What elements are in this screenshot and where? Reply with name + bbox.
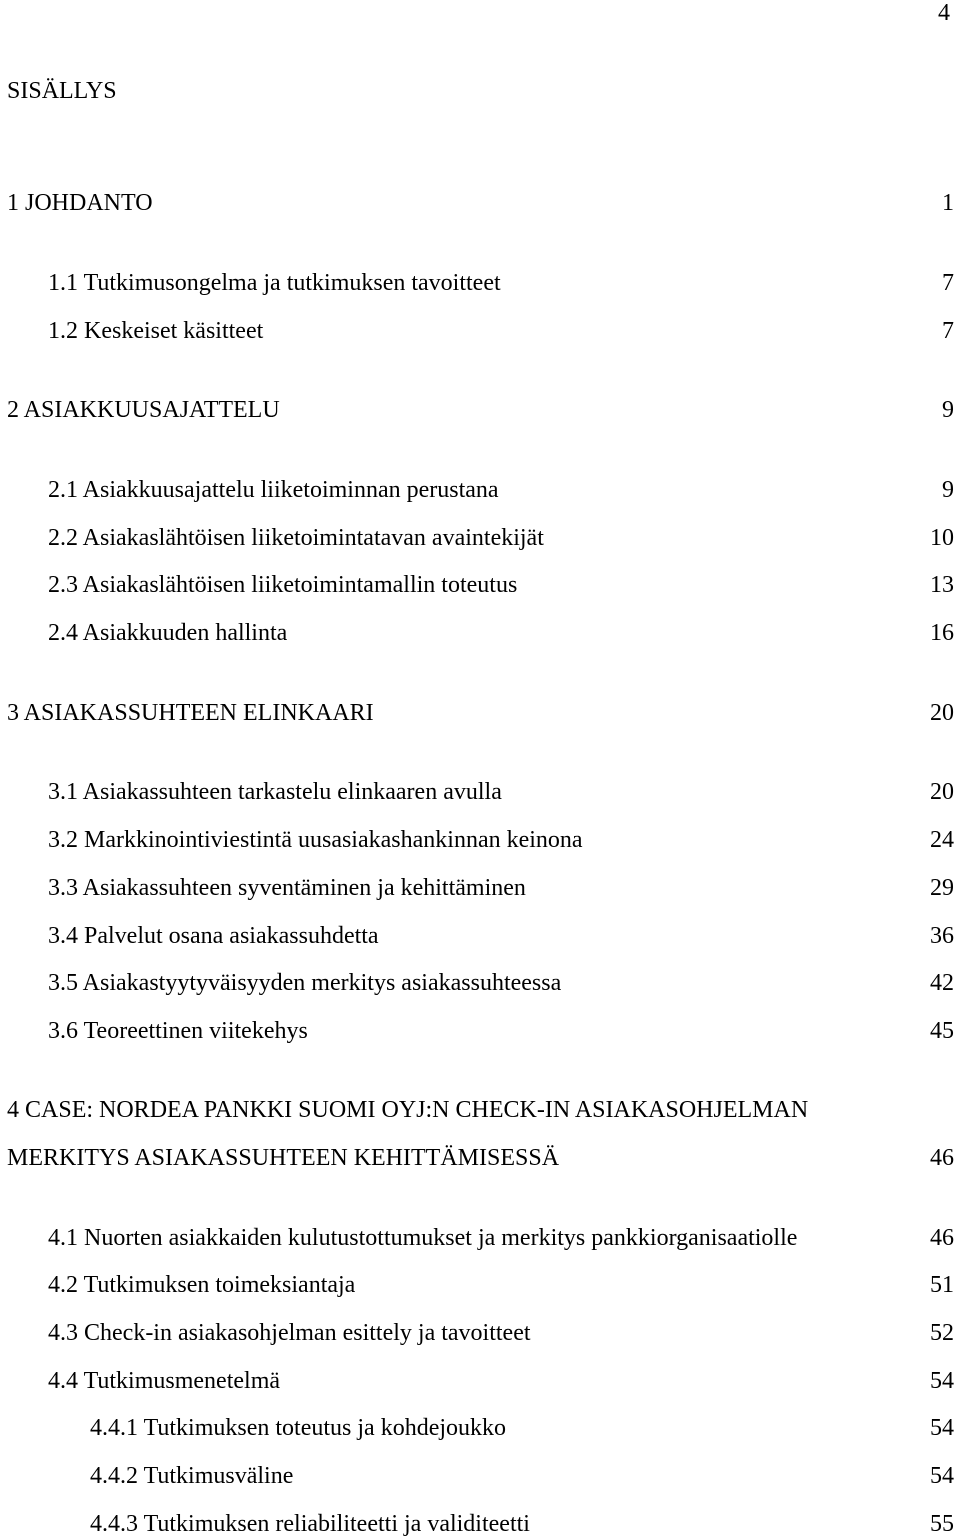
toc-entry-label: 3 ASIAKASSUHTEEN ELINKAARI xyxy=(7,700,374,726)
toc-entry-page: 54 xyxy=(930,1415,954,1441)
toc-entry-label: 3.3 Asiakassuhteen syventäminen ja kehittäminen xyxy=(48,875,526,901)
toc-heading: SISÄLLYS xyxy=(7,78,117,104)
toc-entry-label: 4.4.3 Tutkimuksen reliabiliteetti ja validiteetti xyxy=(90,1511,530,1537)
toc-entry-label: 3.6 Teoreettinen viitekehys xyxy=(48,1018,308,1044)
toc-entry-page: 7 xyxy=(942,318,954,344)
toc-entry-label: 2 ASIAKKUUSAJATTELU xyxy=(7,397,280,423)
toc-entry-label: 4.3 Check-in asiakasohjelman esittely ja tavoitteet xyxy=(48,1320,531,1346)
toc-entry-label: 2.3 Asiakaslähtöisen liiketoimintamallin toteutus xyxy=(48,572,518,598)
toc-entry-page: 54 xyxy=(930,1463,954,1489)
toc-entry-label: 4.4.1 Tutkimuksen toteutus ja kohdejoukko xyxy=(90,1415,507,1441)
toc-entry-page: 20 xyxy=(930,700,954,726)
toc-entry-page: 36 xyxy=(930,923,954,949)
toc-entry-label: 2.1 Asiakkuusajattelu liiketoiminnan perustana xyxy=(48,477,499,503)
toc-entry-label: 1.2 Keskeiset käsitteet xyxy=(48,318,264,344)
toc-entry-page: 9 xyxy=(942,477,954,503)
toc-entry-page: 46 xyxy=(930,1145,954,1171)
toc-entry-label: 1.1 Tutkimusongelma ja tutkimuksen tavoitteet xyxy=(48,270,501,296)
toc-entry-page: 46 xyxy=(930,1225,954,1251)
toc-entry-page: 51 xyxy=(930,1272,954,1298)
toc-entry-page: 45 xyxy=(930,1018,954,1044)
toc-entry-page: 42 xyxy=(930,970,954,996)
toc-entry-label: 3.5 Asiakastyytyväisyyden merkitys asiakassuhteessa xyxy=(48,970,562,996)
toc-entry-label: 4 CASE: NORDEA PANKKI SUOMI OYJ:N CHECK-IN ASIAKASOHJELMAN xyxy=(7,1097,809,1123)
toc-entry-label: 4.2 Tutkimuksen toimeksiantaja xyxy=(48,1272,356,1298)
toc-entry-label: 4.1 Nuorten asiakkaiden kulutustottumukset ja merkitys pankkiorganisaatiolle xyxy=(48,1225,798,1251)
toc-entry-page: 13 xyxy=(930,572,954,598)
toc-entry-page: 29 xyxy=(930,875,954,901)
toc-entry-page: 1 xyxy=(942,190,954,216)
toc-entry-page: 20 xyxy=(930,779,954,805)
toc-entry-label: 3.4 Palvelut osana asiakassuhdetta xyxy=(48,923,379,949)
toc-entry-label: 3.1 Asiakassuhteen tarkastelu elinkaaren avulla xyxy=(48,779,502,805)
page-number: 4 xyxy=(938,0,950,26)
toc-entry-label: 4.4.2 Tutkimusväline xyxy=(90,1463,294,1489)
toc-entry-label: 2.4 Asiakkuuden hallinta xyxy=(48,620,288,646)
toc-entry-page: 52 xyxy=(930,1320,954,1346)
toc-entry-page: 24 xyxy=(930,827,954,853)
toc-entry-label: 2.2 Asiakaslähtöisen liiketoimintatavan avaintekijät xyxy=(48,525,544,551)
toc-entry-label: 3.2 Markkinointiviestintä uusasiakashankinnan keinona xyxy=(48,827,583,853)
toc-entry-page: 10 xyxy=(930,525,954,551)
toc-entry-page: 7 xyxy=(942,270,954,296)
toc-entry-label: 4.4 Tutkimusmenetelmä xyxy=(48,1368,281,1394)
toc-entry-page: 9 xyxy=(942,397,954,423)
toc-entry-label-continued: MERKITYS ASIAKASSUHTEEN KEHITTÄMISESSÄ xyxy=(7,1145,560,1171)
toc-entry-page: 16 xyxy=(930,620,954,646)
toc-entry-page: 55 xyxy=(930,1511,954,1537)
toc-entry-page: 54 xyxy=(930,1368,954,1394)
toc-entry-label: 1 JOHDANTO xyxy=(7,190,153,216)
